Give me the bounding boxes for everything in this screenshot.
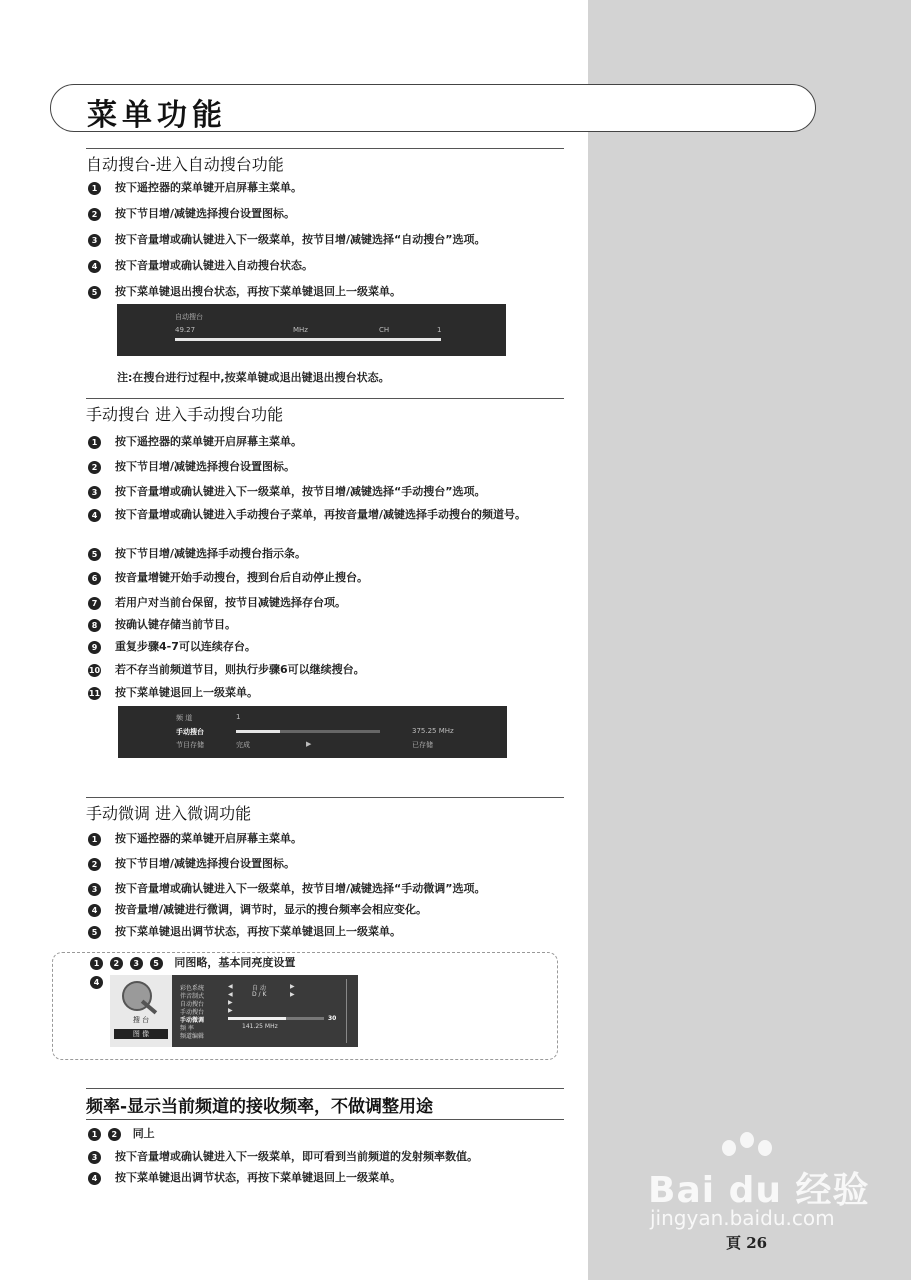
osd-frequency: 49.27 <box>175 326 196 334</box>
step-number-badge: 1 <box>88 833 101 846</box>
osd-menu-value: 141.25 MHz <box>242 1023 278 1030</box>
osd-title: 自动搜台 <box>175 313 203 321</box>
page-number: 頁 26 <box>726 1234 768 1252</box>
arrow-right-icon: ▶ <box>290 983 295 990</box>
arrow-right-icon: ▶ <box>290 991 295 998</box>
osd-fine-tune-value: 30 <box>328 1015 337 1022</box>
osd-menu-item: 彩色系统 <box>180 985 205 992</box>
osd-menu-item: 伴音制式 <box>180 993 205 1000</box>
osd-row3-value: 完成 <box>236 741 250 749</box>
section-note: 注:在搜台进行过程中,按菜单键或退出键退出搜台状态。 <box>117 371 390 384</box>
list-item: 6 按音量增键开始手动搜台，搜到台后自动停止搜台。 <box>88 570 558 586</box>
osd-search-progress <box>236 730 280 733</box>
osd-fine-tune-level <box>228 1017 286 1020</box>
osd-tab-picture: 图 像 <box>114 1029 168 1039</box>
step-number-badge: 2 <box>108 1128 121 1141</box>
fine-tune-osd-screenshot <box>110 975 358 1047</box>
step-number-badge: 5 <box>88 286 101 299</box>
paw-watermark-icon <box>758 1140 772 1156</box>
osd-menu-item: 手动搜台 <box>180 1009 205 1016</box>
step-number-badge: 4 <box>88 509 101 522</box>
step-number-badge: 3 <box>88 1151 101 1164</box>
list-item: 3 按下音量增或确认键进入下一级菜单，按节目增/减键选择“手动搜台”选项。 <box>88 484 558 500</box>
osd-menu-item-selected: 手动微调 <box>180 1017 205 1024</box>
arrow-right-icon: ▶ <box>228 999 233 1006</box>
list-item: 4 按音量增/减键进行微调，调节时，显示的搜台频率会相应变化。 <box>88 902 558 918</box>
section-heading-fine-tune: 手动微调 进入微调功能 <box>86 797 564 823</box>
auto-search-osd-screenshot <box>117 304 506 356</box>
section-heading-manual-search: 手动搜台 进入手动搜台功能 <box>86 398 564 424</box>
step-number-badge: 2 <box>110 957 123 970</box>
arrow-left-icon: ◀ <box>228 991 233 998</box>
step-number-badge: 5 <box>88 548 101 561</box>
step-number-badge: 8 <box>88 619 101 632</box>
osd-menu-value: 自 动 <box>252 985 266 992</box>
osd-row2-value: 375.25 MHz <box>412 727 454 735</box>
box-steps-line: 1 2 3 5 同图略，基本同亮度设置 <box>90 955 560 971</box>
list-item: 1 按下遥控器的菜单键开启屏幕主菜单。 <box>88 831 558 847</box>
list-item: 4 按下音量增或确认键进入自动搜台状态。 <box>88 258 558 274</box>
right-gray-band <box>588 0 911 1280</box>
list-item: 2 按下节目增/减键选择搜台设置图标。 <box>88 459 558 475</box>
section-heading-auto-search: 自动搜台-进入自动搜台功能 <box>86 148 564 174</box>
list-item: 8 按确认键存储当前节目。 <box>88 617 558 633</box>
osd-row2-label: 手动搜台 <box>176 728 204 736</box>
play-arrow-icon: ▶ <box>306 740 312 748</box>
list-item: 7 若用户对当前台保留，按节目减键选择存台项。 <box>88 595 558 611</box>
page-title: 菜单功能 <box>87 98 227 133</box>
step-number-badge: 5 <box>88 926 101 939</box>
list-item: 5 按下节目增/减键选择手动搜台指示条。 <box>88 546 558 562</box>
list-item: 3 按下音量增或确认键进入下一级菜单，按节目增/减键选择“自动搜台”选项。 <box>88 232 558 248</box>
step-number-badge: 6 <box>88 572 101 585</box>
list-item: 10 若不存当前频道节目，则执行步骤6可以继续搜台。 <box>88 663 365 676</box>
list-item: 5 按下菜单键退出调节状态，再按下菜单键退回上一级菜单。 <box>88 924 558 940</box>
step-number-badge: 4 <box>88 904 101 917</box>
osd-row1-label: 频 道 <box>176 714 193 722</box>
osd-menu-item: 自动搜台 <box>180 1001 205 1008</box>
list-item: 4 按下菜单键退出调节状态，再按下菜单键退回上一级菜单。 <box>88 1170 558 1186</box>
osd-menu-item: 频 率 <box>180 1025 194 1032</box>
osd-channel-label: CH <box>379 326 390 334</box>
paw-watermark-icon <box>722 1140 736 1156</box>
osd-tab-search: 搜 台 <box>132 1016 150 1024</box>
step-number-badge: 5 <box>150 957 163 970</box>
arrow-right-icon: ▶ <box>228 1007 233 1014</box>
list-item: 11 按下菜单键退回上一级菜单。 <box>88 686 258 699</box>
manual-search-osd-screenshot <box>118 706 507 758</box>
osd-menu-value: D / K <box>252 991 267 998</box>
osd-row3-hint: 已存储 <box>412 741 433 749</box>
baidu-watermark-url: jingyan.baidu.com <box>650 1206 835 1230</box>
step-number-badge: 3 <box>88 234 101 247</box>
step-number-badge: 1 <box>88 182 101 195</box>
paw-watermark-icon <box>740 1132 754 1148</box>
step-number-badge: 11 <box>88 688 101 698</box>
list-item: 3 按下音量增或确认键进入下一级菜单，即可看到当前频道的发射频率数值。 <box>88 1149 558 1165</box>
step-number-badge: 2 <box>88 461 101 474</box>
list-item: 2 按下节目增/减键选择搜台设置图标。 <box>88 856 558 872</box>
osd-row1-value: 1 <box>236 713 241 721</box>
step-number-badge: 4 <box>90 976 103 989</box>
list-item: 1 按下遥控器的菜单键开启屏幕主菜单。 <box>88 434 558 450</box>
list-item: 9 重复步骤4-7可以连续存台。 <box>88 639 558 655</box>
step-number-badge: 7 <box>88 597 101 610</box>
arrow-left-icon: ◀ <box>228 983 233 990</box>
osd-row3-label: 节目存储 <box>176 741 204 749</box>
list-item: 2 按下节目增/减键选择搜台设置图标。 <box>88 206 558 222</box>
page-title-banner <box>50 84 816 132</box>
list-item: 4 按下音量增或确认键进入手动搜台子菜单，再按音量增/减键选择手动搜台的频道号。 <box>88 507 558 523</box>
osd-divider <box>346 979 347 1043</box>
step-number-badge: 10 <box>88 665 101 675</box>
osd-frequency-unit: MHz <box>293 326 308 334</box>
list-item: 1 2 同上 <box>88 1126 558 1142</box>
osd-channel-value: 1 <box>437 326 442 334</box>
step-number-badge: 3 <box>88 883 101 896</box>
step-number-badge: 9 <box>88 641 101 654</box>
osd-icon-column <box>110 975 172 1047</box>
list-item: 1 按下遥控器的菜单键开启屏幕主菜单。 <box>88 180 558 196</box>
step-number-badge: 1 <box>88 1128 101 1141</box>
section-heading-frequency: 频率-显示当前频道的接收频率，不做调整用途 <box>86 1088 564 1120</box>
step-number-badge: 3 <box>130 957 143 970</box>
osd-menu-item: 频道编辑 <box>180 1033 205 1040</box>
list-item: 5 按下菜单键退出搜台状态，再按下菜单键退回上一级菜单。 <box>88 284 558 300</box>
step-number-badge: 1 <box>88 436 101 449</box>
step-number-badge: 3 <box>88 486 101 499</box>
step-number-badge: 2 <box>88 208 101 221</box>
step-number-badge: 4 <box>88 260 101 273</box>
step-number-badge: 1 <box>90 957 103 970</box>
baidu-watermark-logo: Bai du 经验 <box>648 1170 870 1211</box>
list-item: 3 按下音量增或确认键进入下一级菜单，按节目增/减键选择“手动微调”选项。 <box>88 881 558 897</box>
step-number-badge: 4 <box>88 1172 101 1185</box>
osd-progress-bar <box>175 338 441 341</box>
step-number-badge: 2 <box>88 858 101 871</box>
